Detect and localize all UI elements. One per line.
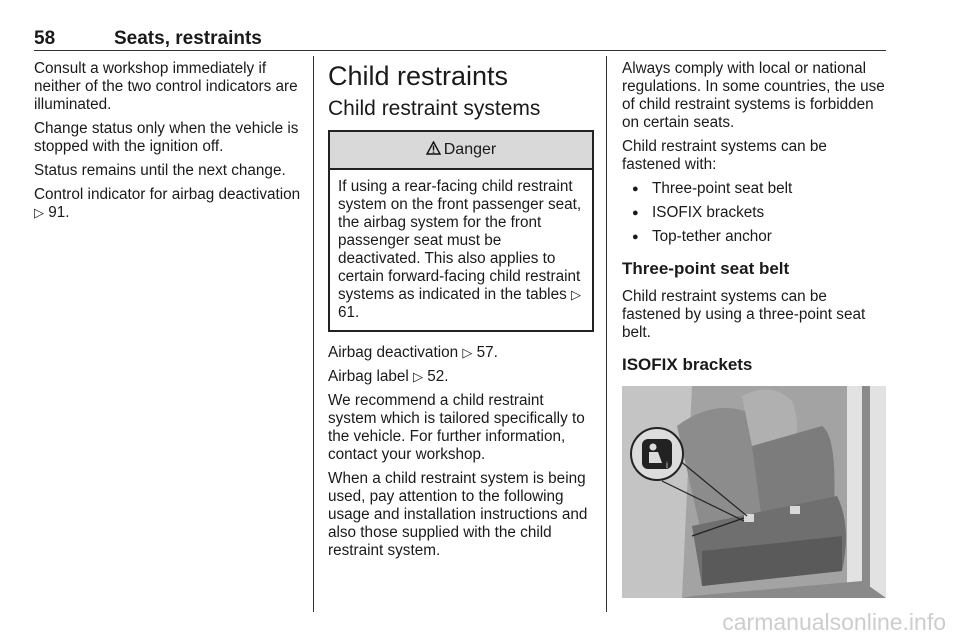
paragraph: Child restraint systems can be fastened with: [622, 138, 827, 173]
seat-illustration-graphic [622, 386, 886, 598]
isofix-child-seat-icon: i [666, 460, 668, 470]
column-divider-2 [606, 56, 607, 612]
xref-page: 57. [476, 344, 498, 361]
danger-text: If using a rear-facing child restraint system on the front passenger seat, the airbag system for the front passenger seat must be deactivated. This also applies to certain forward-facing child restraint systems as indicated in the tables [338, 178, 582, 303]
triangle-arrow-icon: ▷ [462, 345, 473, 360]
cross-reference[interactable] [34, 186, 302, 222]
page-header [34, 28, 886, 51]
paragraph: Consult a workshop immediately if neither of the two control indicators are illuminated. [34, 60, 298, 113]
page-number: 58 [34, 28, 56, 49]
xref-page: 61. [338, 304, 360, 321]
danger-heading: Danger [443, 141, 497, 158]
warning-triangle-icon [426, 141, 441, 160]
list-item: ● Three-point seat belt [622, 180, 888, 198]
list-item: ● Top-tether anchor [622, 228, 888, 246]
cross-reference[interactable] [328, 344, 594, 362]
bullet-list [622, 180, 888, 246]
danger-body [330, 170, 592, 330]
subsection-heading: ISOFIX brackets [622, 355, 753, 374]
xref-page: 52. [427, 368, 449, 385]
triangle-arrow-icon: ▷ [570, 287, 581, 302]
chapter-heading: Child restraints [328, 61, 509, 91]
cross-reference[interactable] [328, 368, 594, 386]
column-2 [328, 60, 594, 566]
danger-box [328, 130, 594, 332]
watermark: carmanualsonline.info [722, 609, 946, 635]
xref-text: Airbag label [328, 368, 409, 385]
subsection-heading: Three-point seat belt [622, 259, 790, 278]
column-divider-1 [313, 56, 314, 612]
triangle-arrow-icon: ▷ [413, 369, 424, 384]
section-heading: Child restraint systems [328, 97, 541, 120]
xref-page: 91. [48, 204, 70, 221]
column-3 [622, 60, 888, 384]
paragraph: When a child restraint system is being used, pay attention to the following usage and installation instructions and also those supplied with the child restraint system. [328, 470, 588, 559]
paragraph: Status remains until the next change. [34, 162, 286, 179]
xref-text: Control indicator for airbag deactivation [34, 186, 301, 203]
paragraph: Always comply with local or national regulations. In some countries, the use of child restraint systems is forbidden on certain seats. [622, 60, 885, 131]
section-title: Seats, restraints [114, 28, 262, 49]
xref-text: Airbag deactivation [328, 344, 459, 361]
danger-header [330, 132, 592, 170]
paragraph: We recommend a child restraint system which is tailored specifically to the vehicle. For further information, contact your workshop. [328, 392, 585, 463]
isofix-seat-illustration [622, 386, 886, 598]
column-1 [34, 60, 302, 228]
paragraph: Change status only when the vehicle is stopped with the ignition off. [34, 120, 299, 155]
triangle-arrow-icon: ▷ [34, 205, 44, 220]
list-item: ● ISOFIX brackets [622, 204, 888, 222]
paragraph: Child restraint systems can be fastened by using a three-point seat belt. [622, 288, 866, 341]
